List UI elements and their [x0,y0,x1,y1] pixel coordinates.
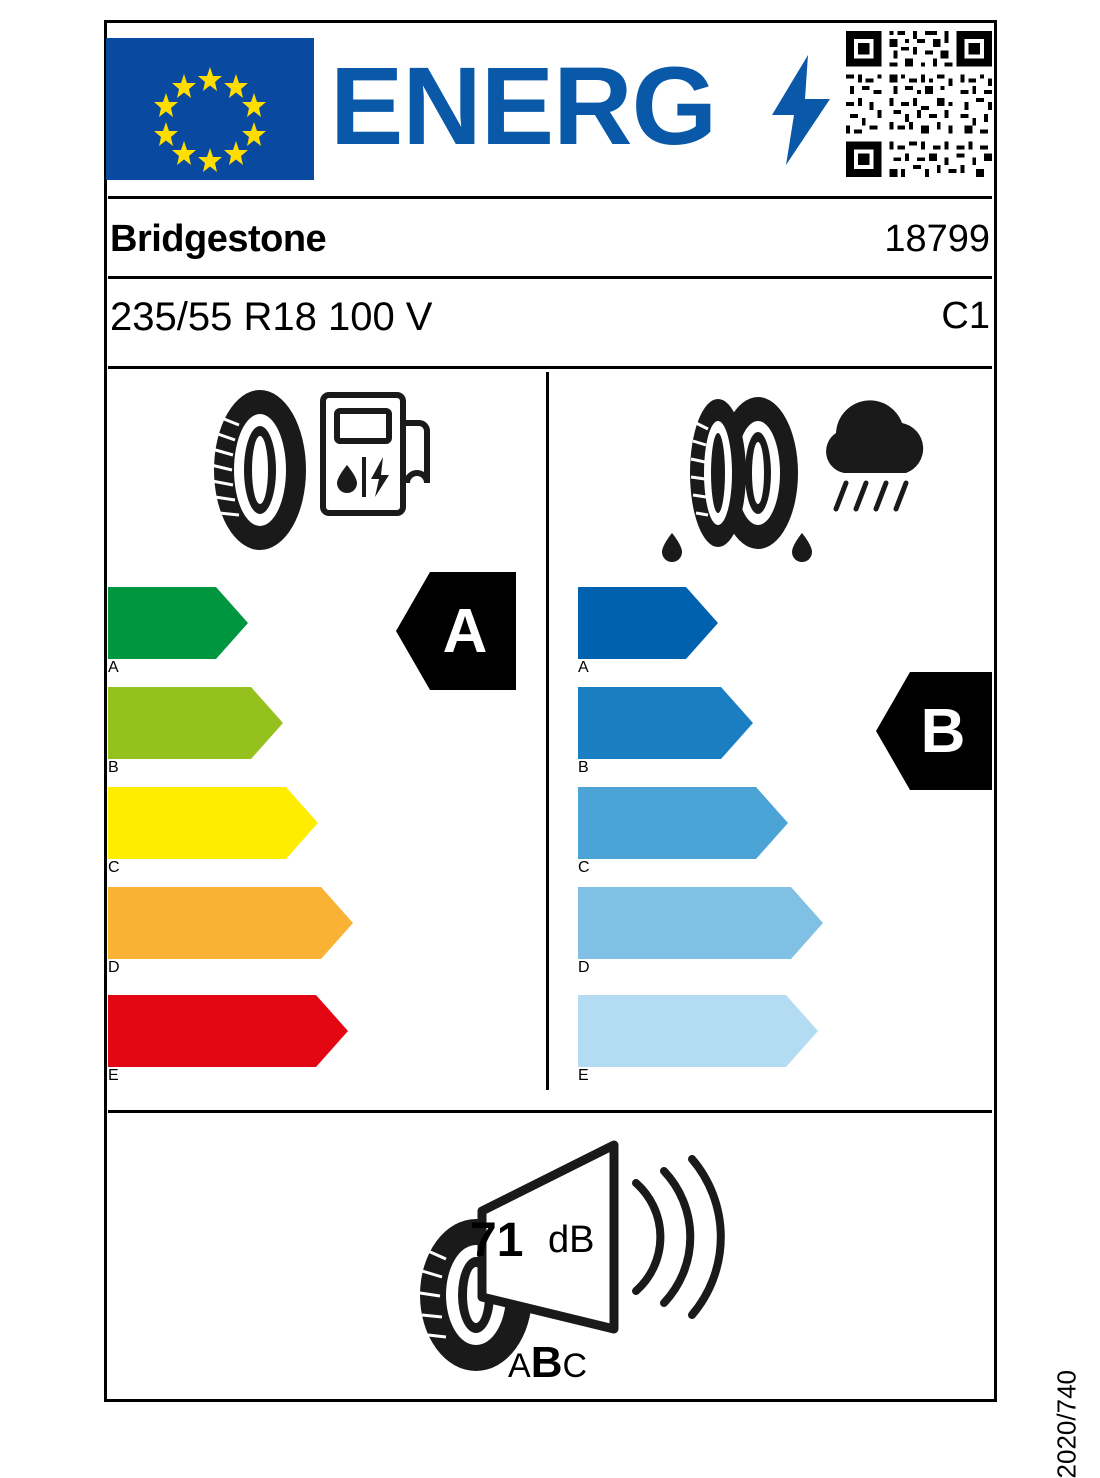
fuel-grade-c [108,787,318,876]
fuel-grade-b-label: B [108,759,119,776]
qr-code-icon [846,30,992,178]
wet-grade-a-arrow [578,587,718,659]
fuel-grade-e-arrow [108,995,348,1067]
wet-grade-c-label: C [578,859,590,876]
tyre-brand: Bridgestone [110,218,327,260]
fuel-grade-a-arrow [108,587,248,659]
fuel-grade-d-label: D [108,959,120,976]
tyre-class: C1 [941,295,990,337]
wet-grade-d-label: D [578,959,590,976]
fuel-grade-b-arrow [108,687,283,759]
wet-grade-e [578,995,818,1084]
eu-flag-icon [106,38,314,180]
wet-grade-c-arrow [578,787,788,859]
brand-divider [108,276,992,279]
fuel-grade-c-arrow [108,787,318,859]
lightning-bolt-icon [772,55,830,165]
noise-class-a: A [508,1347,531,1385]
wet-grade-d [578,887,823,976]
eu-flag-stars [106,38,314,180]
fuel-grade-a-label: A [108,659,119,676]
noise-unit: dB [548,1219,595,1261]
fuel-result-mark [396,572,516,690]
column-divider [546,372,549,1090]
fuel-grade-e [108,995,348,1084]
noise-class-c: C [562,1347,588,1385]
wet-grade-e-arrow [578,995,818,1067]
fuel-grade-c-label: C [108,859,120,876]
noise-divider [108,1110,992,1113]
tyre-size: 235/55 R18 100 V [110,295,433,339]
noise-class-scale [508,1338,587,1388]
wet-grade-a-label: A [578,659,589,676]
wet-grip-result-label: B [920,696,966,766]
wet-grade-b-arrow [578,687,753,759]
wet-grade-b [578,687,753,776]
wet-grade-d-arrow [578,887,823,959]
wet-grip-result-mark [876,672,992,790]
tyre-rain-cloud-icon [650,385,930,565]
noise-class-b-selected: B [530,1338,563,1387]
fuel-grade-a [108,587,248,676]
header-divider [108,196,992,199]
wet-grade-b-label: B [578,759,589,776]
fuel-result-label: A [442,596,488,666]
regulation-reference: 2020/740 [1051,1370,1081,1478]
fuel-grade-d [108,887,353,976]
tyre-fuel-pump-icon [195,385,445,555]
fuel-grade-e-label: E [108,1067,119,1084]
wet-grade-e-label: E [578,1067,589,1084]
wet-grade-a [578,587,718,676]
energy-wordmark: ENERG [330,45,717,168]
tyre-type-code: 18799 [884,218,990,260]
wet-grade-c [578,787,788,876]
size-divider [108,366,992,369]
fuel-grade-d-arrow [108,887,353,959]
fuel-grade-b [108,687,283,776]
noise-value: 71 [470,1214,524,1267]
